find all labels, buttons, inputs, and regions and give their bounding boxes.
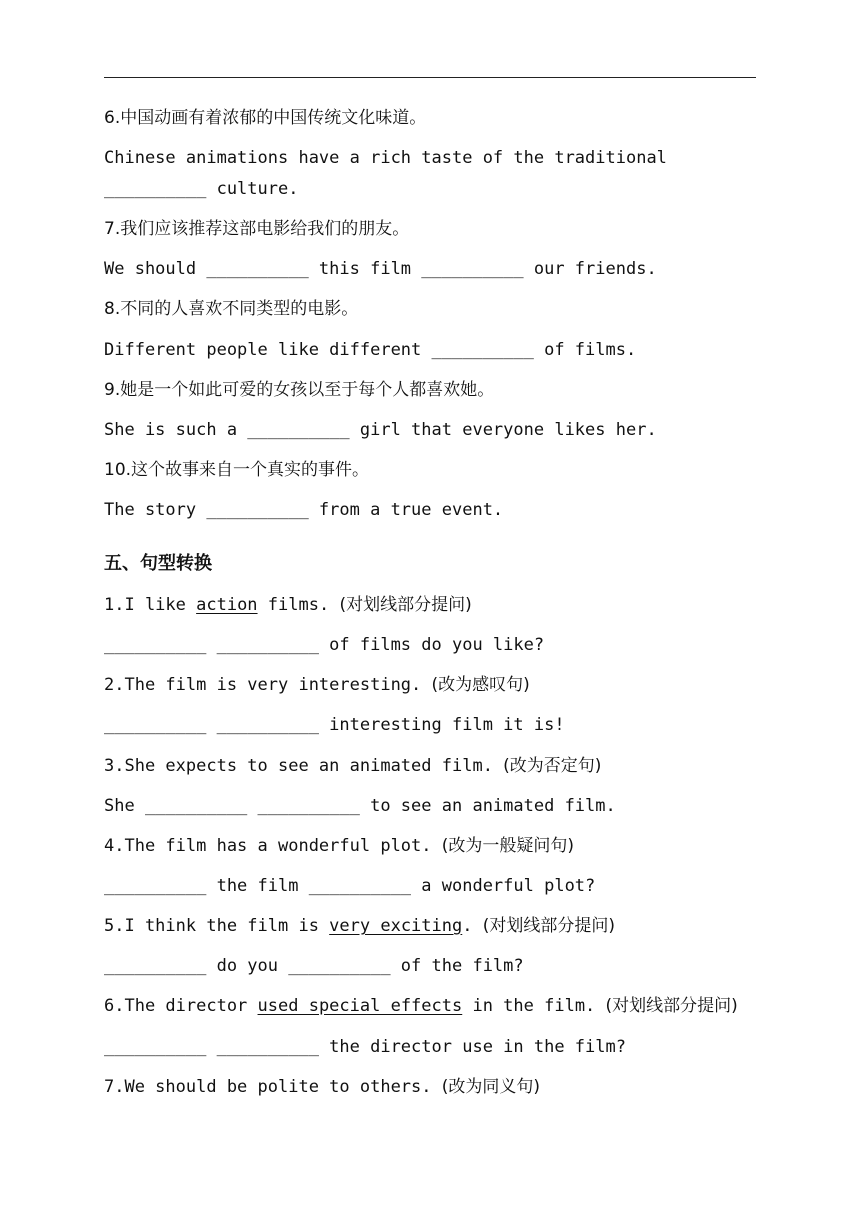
transform-answer-5: __________ do you __________ of the film? xyxy=(104,956,524,976)
transform-answer-1: __________ __________ of films do you like? xyxy=(104,635,545,655)
question-6-english-line2: __________ culture. xyxy=(104,179,299,199)
question-text: 6.The director xyxy=(104,996,258,1016)
instruction-note: (改为感叹句) xyxy=(431,675,530,695)
transform-question-4 xyxy=(104,835,574,857)
instruction-note: (对划线部分提问) xyxy=(605,996,738,1016)
transform-question-6 xyxy=(104,995,738,1017)
transform-question-1 xyxy=(104,594,472,616)
transform-answer-4: __________ the film __________ a wonderful plot? xyxy=(104,876,596,896)
question-7-chinese: 7.我们应该推荐这部电影给我们的朋友。 xyxy=(104,219,410,239)
transform-question-5 xyxy=(104,915,615,937)
question-8-chinese: 8.不同的人喜欢不同类型的电影。 xyxy=(104,299,359,319)
question-8-english: Different people like different __________ of films. xyxy=(104,340,637,360)
underlined-phrase: action xyxy=(196,595,258,615)
transform-question-2 xyxy=(104,674,530,696)
underlined-phrase: very exciting xyxy=(329,916,463,936)
instruction-note: (对划线部分提问) xyxy=(339,595,472,615)
question-9-chinese: 9.她是一个如此可爱的女孩以至于每个人都喜欢她。 xyxy=(104,380,495,400)
question-text: 7.We should be polite to others. xyxy=(104,1077,442,1097)
question-10-english: The story __________ from a true event. xyxy=(104,500,504,520)
transform-answer-2: __________ __________ interesting film it is! xyxy=(104,715,565,735)
question-text: films. xyxy=(257,595,340,615)
question-9-english: She is such a __________ girl that everyone likes her. xyxy=(104,420,657,440)
transform-answer-6: __________ __________ the director use in the film? xyxy=(104,1037,626,1057)
question-text: 5.I think the film is xyxy=(104,916,330,936)
question-7-english: We should __________ this film __________ our friends. xyxy=(104,259,657,279)
question-6-chinese: 6.中国动画有着浓郁的中国传统文化味道。 xyxy=(104,108,427,128)
question-text: 2.The film is very interesting. xyxy=(104,675,432,695)
transform-answer-3: She __________ __________ to see an animated film. xyxy=(104,796,616,816)
instruction-note: (改为一般疑问句) xyxy=(441,836,575,856)
question-6-english-line1: Chinese animations have a rich taste of the traditional xyxy=(104,148,667,168)
underlined-phrase: used special effects xyxy=(257,996,463,1016)
question-text: 4.The film has a wonderful plot. xyxy=(104,836,442,856)
instruction-note: (对划线部分提问) xyxy=(482,916,615,936)
question-text: 3.She expects to see an animated film. xyxy=(104,756,504,776)
section-five-heading: 五、句型转换 xyxy=(104,553,212,574)
instruction-note: (改为同义句) xyxy=(441,1077,541,1097)
question-text: in the film. xyxy=(462,996,606,1016)
question-text: . xyxy=(462,916,483,936)
question-10-chinese: 10.这个故事来自一个真实的事件。 xyxy=(104,460,370,480)
top-rule xyxy=(104,77,756,78)
transform-question-7 xyxy=(104,1076,540,1098)
instruction-note: (改为否定句) xyxy=(503,756,602,776)
question-text: 1.I like xyxy=(104,595,197,615)
transform-question-3 xyxy=(104,755,601,777)
